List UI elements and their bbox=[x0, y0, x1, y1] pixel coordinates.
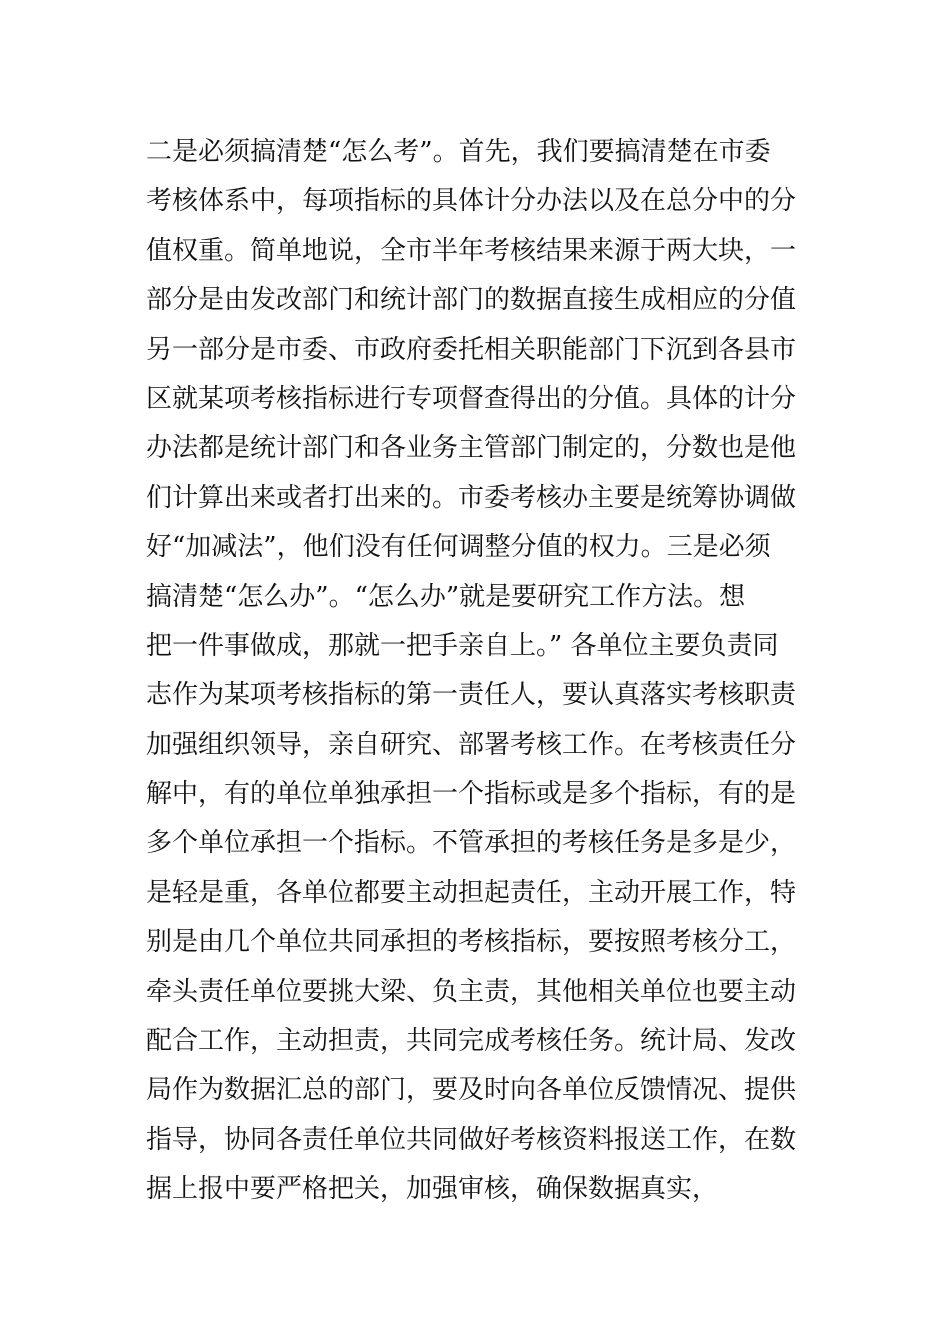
text-line-5: 另一部分是市委、市政府委托相关职能部门下沉到各县市 bbox=[146, 334, 797, 365]
text-line-19: 配合工作，主动担责，共同完成考核任务。统计局、发改 bbox=[146, 1026, 797, 1057]
text-line-21: 指导，协同各责任单位共同做好考核资料报送工作，在数 bbox=[146, 1124, 797, 1155]
text-line-9: 好“加减法”，他们没有任何调整分值的权力。三是必须 bbox=[146, 532, 771, 563]
text-line-18: 牵头责任单位要挑大梁、负主责，其他相关单位也要主动 bbox=[146, 976, 797, 1007]
text-line-8: 们计算出来或者打出来的。市委考核办主要是统筹协调做 bbox=[146, 482, 797, 513]
text-line-7: 办法都是统计部门和各业务主管部门制定的，分数也是他 bbox=[146, 433, 797, 464]
text-line-17: 别是由几个单位共同承担的考核指标，要按照考核分工， bbox=[146, 927, 797, 958]
text-line-4: 部分是由发改部门和统计部门的数据直接生成相应的分值 bbox=[146, 285, 797, 316]
text-line-13: 加强组织领导，亲自研究、部署考核工作。在考核责任分 bbox=[146, 729, 797, 760]
text-line-14: 解中，有的单位单独承担一个指标或是多个指标，有的是 bbox=[146, 779, 797, 810]
text-line-2: 考核体系中，每项指标的具体计分办法以及在总分中的分 bbox=[146, 186, 797, 217]
text-line-3: 值权重。简单地说，全市半年考核结果来源于两大块，一 bbox=[146, 235, 797, 266]
text-line-22: 据上报中要严格把关，加强审核，确保数据真实， bbox=[146, 1174, 719, 1205]
text-line-15: 多个单位承担一个指标。不管承担的考核任务是多是少， bbox=[146, 828, 797, 859]
text-line-16: 是轻是重，各单位都要主动担起责任，主动开展工作，特 bbox=[146, 877, 797, 908]
text-line-6: 区就某项考核指标进行专项督查得出的分值。具体的计分 bbox=[146, 383, 797, 414]
text-line-12: 志作为某项考核指标的第一责任人，要认真落实考核职责 bbox=[146, 680, 797, 711]
text-line-20: 局作为数据汇总的部门，要及时向各单位反馈情况、提供 bbox=[146, 1075, 797, 1106]
body-text bbox=[146, 128, 816, 1215]
text-line-1: 二是必须搞清楚“怎么考”。首先，我们要搞清楚在市委 bbox=[146, 137, 771, 167]
text-line-11: 把一件事做成，那就一把手亲自上。” 各单位主要负责同 bbox=[146, 630, 779, 661]
text-line-10: 搞清楚“怎么办”。“怎么办”就是要研究工作方法。想 bbox=[146, 581, 746, 612]
